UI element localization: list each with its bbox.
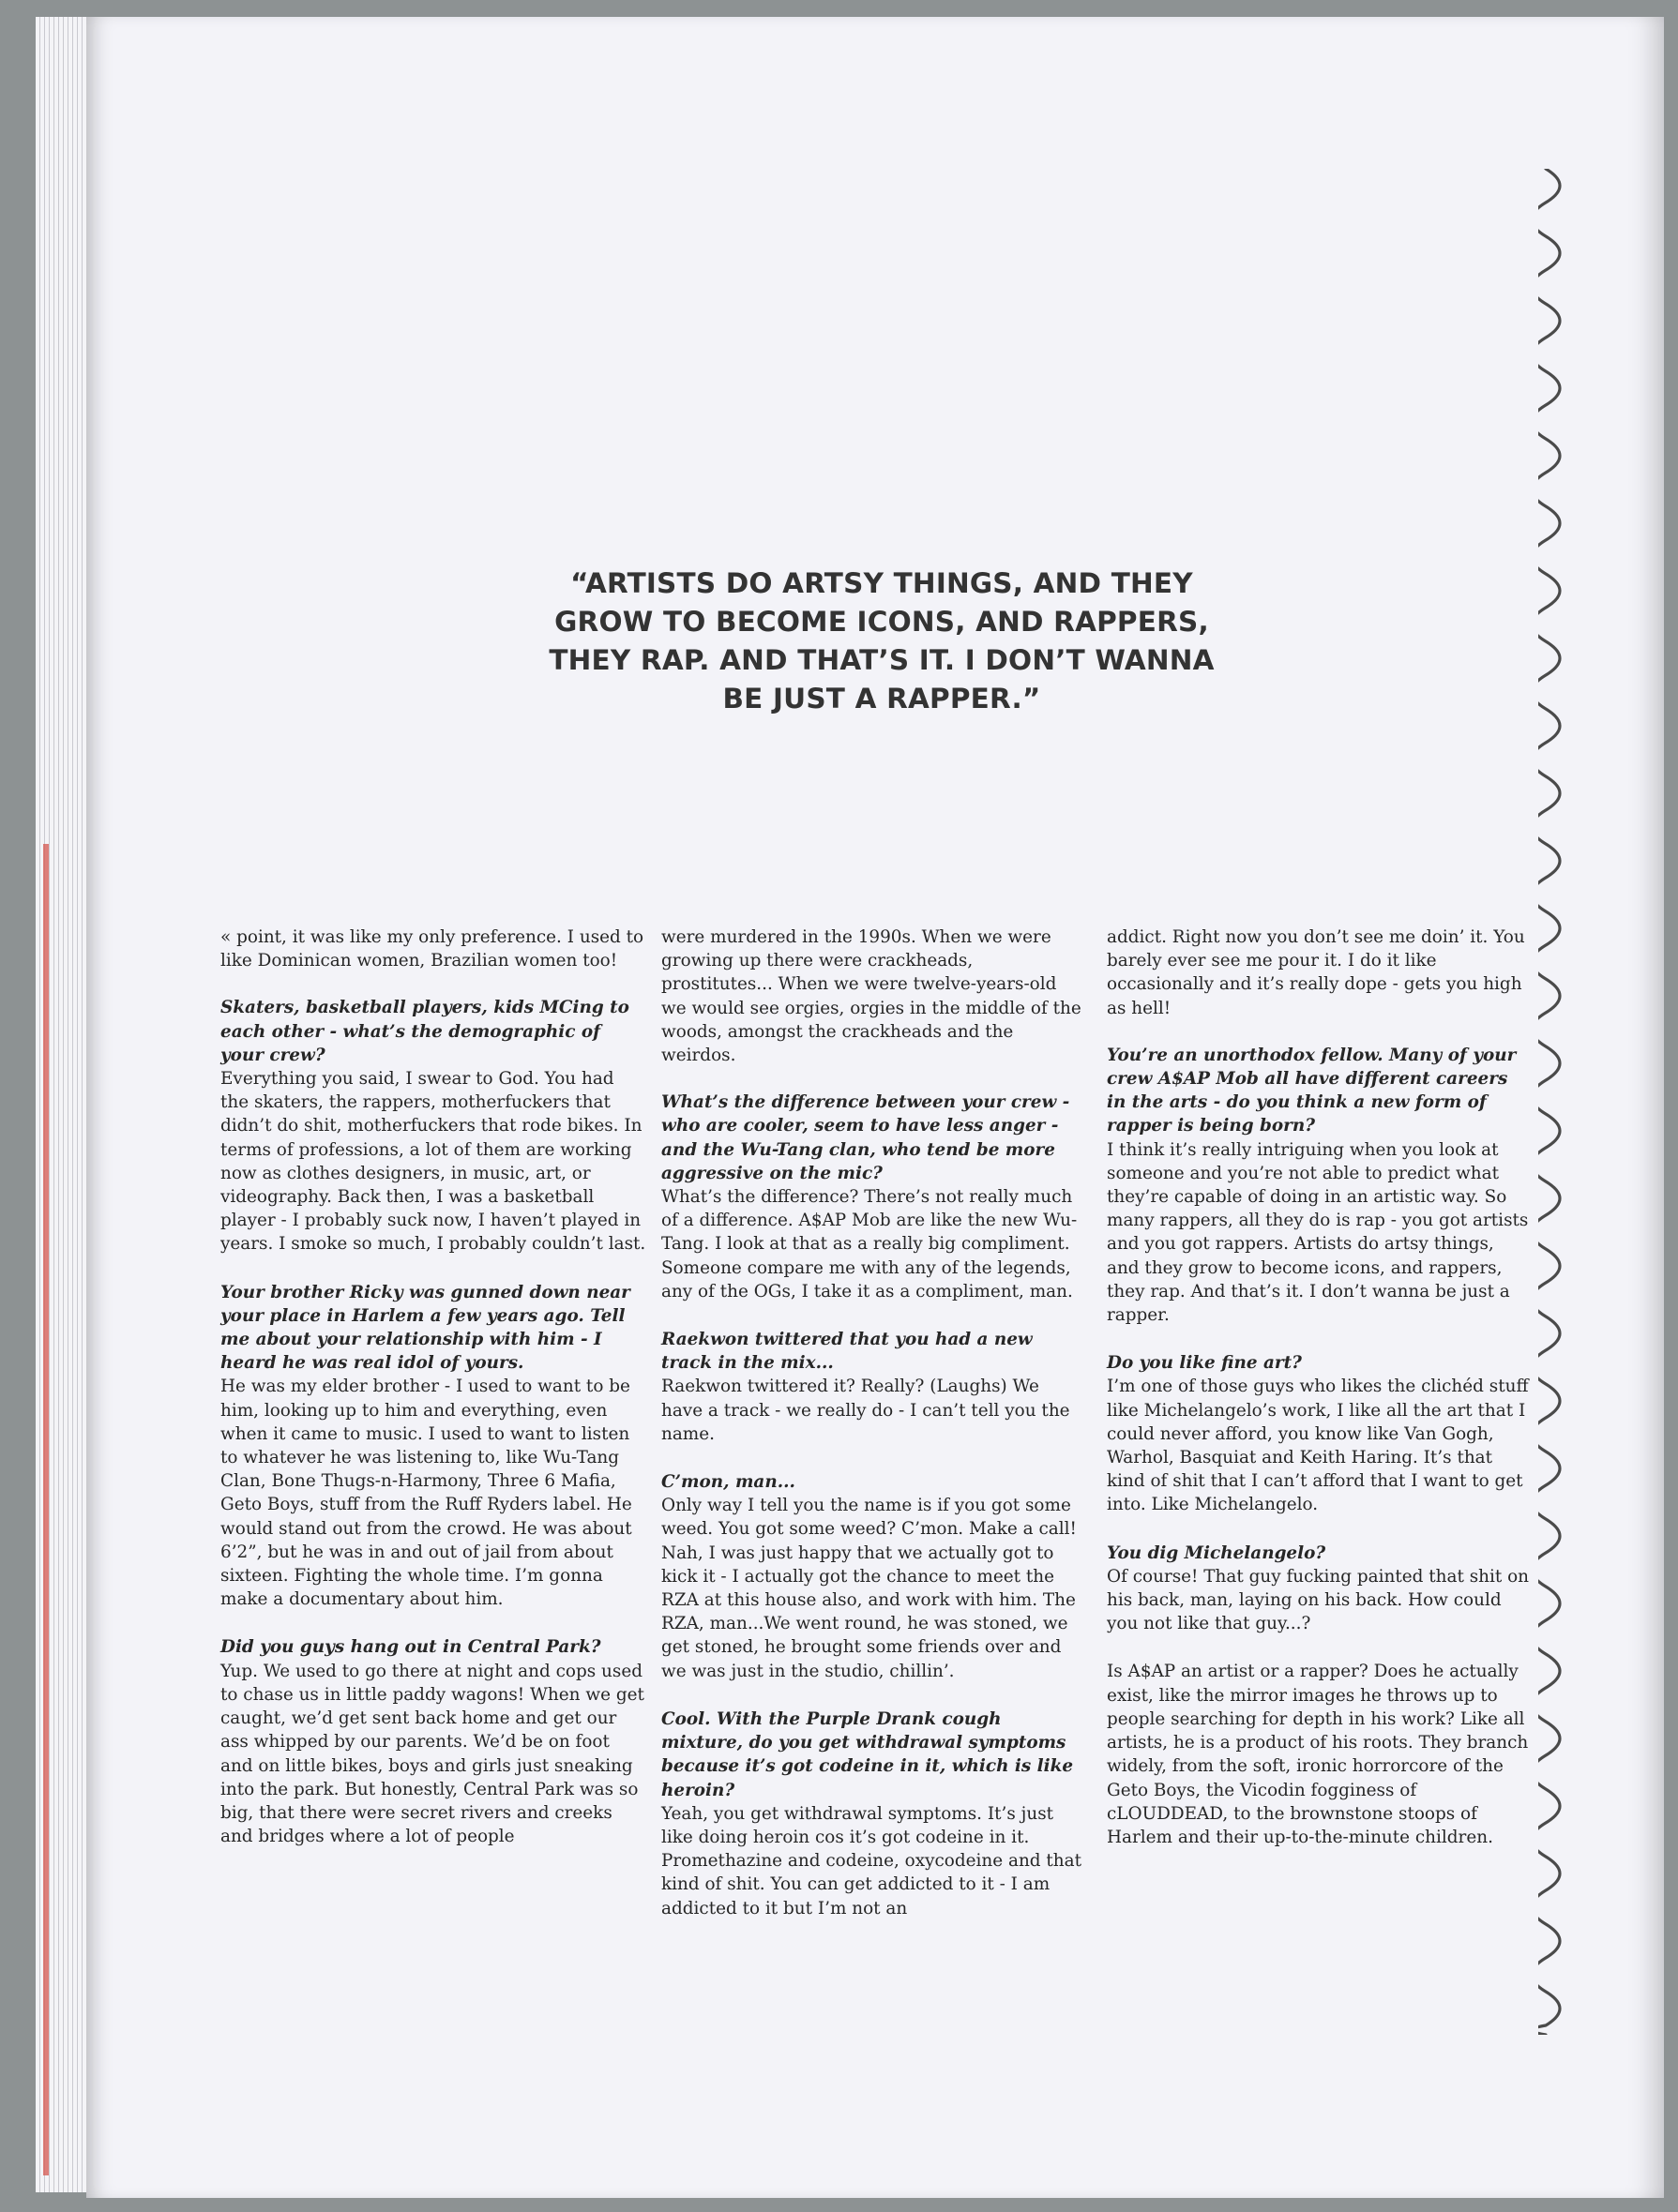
interview-question: Raekwon twittered that you had a new track in the mix... — [661, 1330, 1033, 1374]
interview-answer: Raekwon twittered it? Really? (Laughs) We have a track - we really do - I can’t tell you the name. — [661, 1377, 1070, 1444]
interview-question: Do you like fine art? — [1107, 1353, 1302, 1374]
interview-answer: Everything you said, I swear to God. You had the skaters, the rappers, motherfuckers that didn’t do shit, motherfuckers that rode bikes. In terms of professions, a lot of them are working now as clothes designers, in music, art, or videography. Back then, I was a basketball player - I probably suck now, I haven’t played in years. I smoke so much, I probably couldn’t last. — [220, 1069, 646, 1255]
interview-question: Cool. With the Purple Drank cough mixture, do you get withdrawal symptoms because it’s got codeine in it, which is like heroin? — [661, 1708, 1074, 1800]
closing-paragraph: Is A$AP an artist or a rapper? Does he actually exist, like the mirror images he throws up to people searching for depth in his work? Like all artists, he is a product of his roots. They branch widely, from the soft, ironic horrorcore of the Geto Boys, the Vicodin fogginess of cLOUDDEAD, to the brownstone stoops of Harlem and their up-to-the-minute children. — [1107, 1662, 1529, 1847]
decorative-wave-line — [1538, 169, 1576, 2035]
interview-answer: Only way I tell you the name is if you got some weed. You got some weed? C’mon. Make a call! Nah, I was just happy that we actually got to kick it - I actually got the chance to meet the RZA at this house also, and work with him. The RZA, man...We went round, he was stoned, we get stoned, he brought some friends over and we was just in the studio, chillin’. — [661, 1496, 1077, 1681]
interview-question: Did you guys hang out in Central Park? — [220, 1637, 601, 1658]
column-lead-text: were murdered in the 1990s. When we were growing up there were crackheads, prostitutes... When we were twelve-years-old we would see orgies, orgies in the middle of the woods, amongst the crackheads and the weirdos. — [661, 927, 1081, 1066]
interview-question: What’s the difference between your crew - who are cooler, seem to have less anger - and the Wu-Tang clan, who tend be more aggressive on the mic? — [661, 1092, 1070, 1183]
article-column-1 — [220, 925, 647, 1873]
interview-question: You dig Michelangelo? — [1107, 1542, 1326, 1563]
interview-answer: Of course! That guy fucking painted that shit on his back, man, laying on his back. How could you not like that guy...? — [1107, 1566, 1530, 1634]
interview-question: You’re an unorthodox fellow. Many of your crew A$AP Mob all have different careers in the arts - do you think a new form of rapper is being born? — [1107, 1045, 1517, 1136]
article-column-2 — [661, 925, 1085, 1945]
page-edge-color-strip — [43, 844, 49, 2175]
interview-answer: I think it’s really intriguing when you look at someone and you’re not able to predict what they’re capable of doing in an artistic way. So many rappers, all they do is rap - you got artists and you got rappers. Artists do artsy things, and they grow to become icons, and rappers, they rap. And that’s it. I don’t wanna be just a rapper. — [1107, 1139, 1529, 1326]
interview-answer: Yeah, you get withdrawal symptoms. It’s just like doing heroin cos it’s got codeine in it. Promethazine and codeine, oxycodeine and that kind of shit. You can get addicted to it - I am addicted to it but I’m not an — [661, 1803, 1081, 1919]
interview-answer: I’m one of those guys who likes the clichéd stuff like Michelangelo’s work, I like all the art that I could never afford, you know like Van Gogh, Warhol, Basquiat and Keith Haring. It’s that kind of shit that I can’t afford that I want to get into. Like Michelangelo. — [1107, 1377, 1529, 1515]
column-lead-text: addict. Right now you don’t see me doin’ it. You barely ever see me pour it. I do it like occasionally and it’s really dope - gets you high as hell! — [1107, 927, 1525, 1018]
column-lead-text: « point, it was like my only preference. I used to like Dominican women, Brazilian women too! — [220, 927, 644, 971]
interview-answer: Yup. We used to go there at night and cops used to chase us in little paddy wagons! When we get caught, we’d get sent back home and get our ass whipped by our parents. We’d be on foot and on little bikes, boys and girls just sneaking into the park. But honestly, Central Park was so big, that there were secret rivers and creeks and bridges where a lot of people — [220, 1661, 644, 1847]
interview-question: Your brother Ricky was gunned down near your place in Harlem a few years ago. Tell me about your relationship with him - I heard he was real idol of yours. — [220, 1282, 630, 1374]
pull-quote: “ARTISTS DO ARTSY THINGS, AND THEY GROW TO BECOME ICONS, AND RAPPERS, THEY RAP. AND THAT’S IT. I DON’T WANNA BE JUST A RAPPER.” — [549, 567, 1215, 715]
article-column-3 — [1107, 925, 1529, 1873]
interview-answer: He was my elder brother - I used to want to be him, looking up to him and everything, even when it came to music. I used to want to listen to whatever he was listening to, like Wu-Tang Clan, Bone Thugs-n-Harmony, Three 6 Mafia, Geto Boys, stuff from the Ruff Ryders label. He would stand out from the crowd. He was about 6’2”, but he was in and out of jail from about sixteen. Fighting the whole time. I’m gonna make a documentary about him. — [220, 1377, 632, 1610]
interview-answer: What’s the difference? There’s not really much of a difference. A$AP Mob are like the new Wu-Tang. I look at that as a really big compliment. Someone compare me with any of the legends, any of the OGs, I take it as a compliment, man. — [661, 1187, 1078, 1302]
interview-question: Skaters, basketball players, kids MCing to each other - what’s the demographic of your crew? — [220, 998, 629, 1065]
interview-question: C’mon, man... — [661, 1472, 795, 1493]
